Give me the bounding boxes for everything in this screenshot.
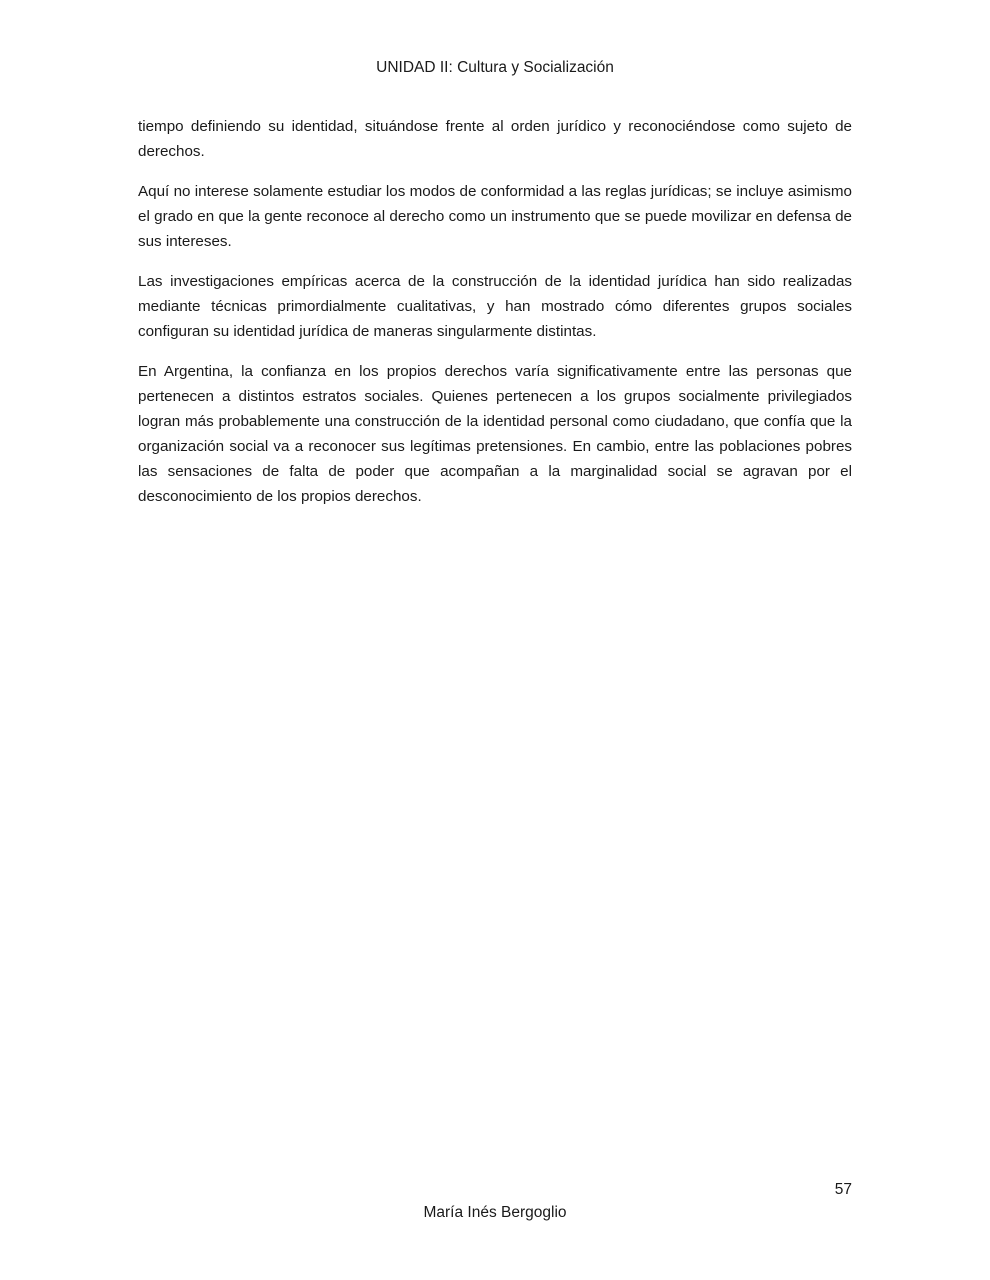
body-text xyxy=(138,114,852,524)
author-footer: María Inés Bergoglio xyxy=(423,1204,567,1221)
paragraph-1: tiempo definiendo su identidad, situándose frente al orden jurídico y reconociéndose como sujeto de derechos. xyxy=(138,118,852,160)
running-header: UNIDAD II: Cultura y Socialización xyxy=(376,59,614,76)
paragraph-3: Las investigaciones empíricas acerca de la construcción de la identidad jurídica han sido realizadas mediante técnicas primordialmente cualitativas, y han mostrado cómo diferentes grupos sociales configuran su identidad jurídica de maneras singularmente distintas. xyxy=(138,273,852,340)
page-number: 57 xyxy=(834,1181,852,1198)
paragraph-2: Aquí no interese solamente estudiar los modos de conformidad a las reglas jurídicas; se incluye asimismo el grado en que la gente reconoce al derecho como un instrumento que se puede movilizar en defensa de sus intereses. xyxy=(138,183,852,250)
paragraph-4: En Argentina, la confianza en los propios derechos varía significativamente entre las personas que pertenecen a distintos estratos sociales. Quienes pertenecen a los grupos socialmente privilegiados logran más probablemente una construcción de la identidad personal como ciudadano, que confía que la organización social va a reconocer sus legítimas pretensiones. En cambio, entre las poblaciones pobres las sensaciones de falta de poder que acompañan a la marginalidad social se agravan por el desconocimiento de los propios derechos. xyxy=(138,363,852,505)
